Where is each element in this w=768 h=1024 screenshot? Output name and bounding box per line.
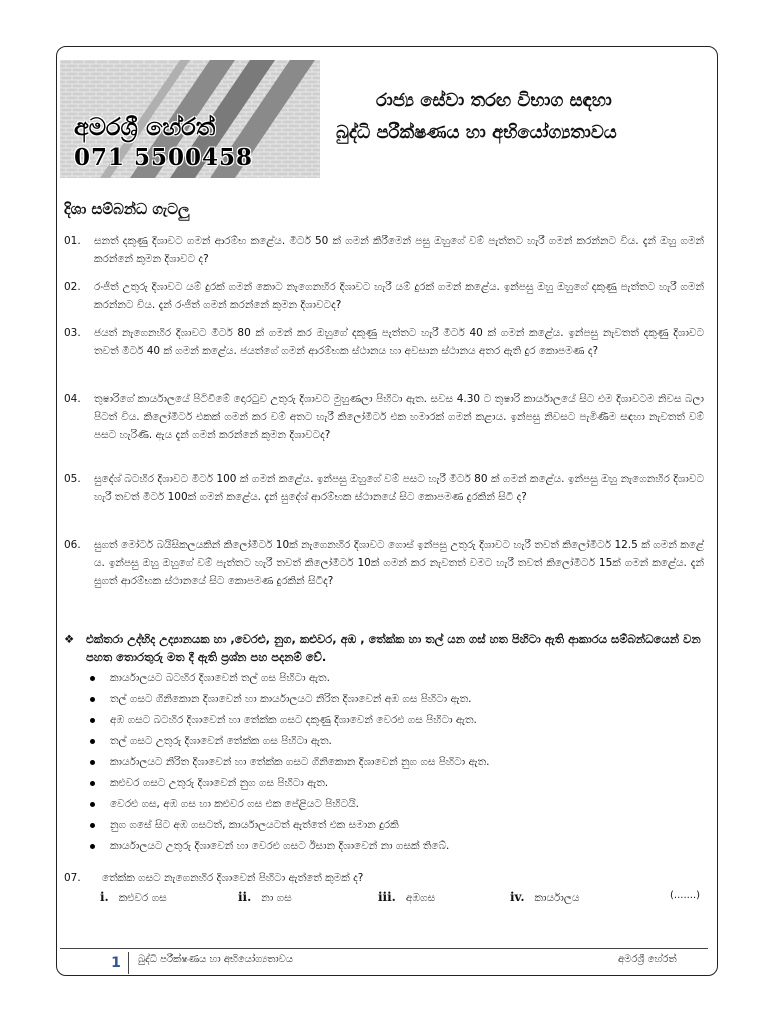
question-item: [64, 278, 704, 314]
footer-title: බුද්ධි පරීක්ෂණය හා අභියෝග්‍යතාවය: [138, 954, 294, 965]
list-item: තල් ගසට ගිනිකොන දිශාවෙන් හා කාර්යාලයට නිරිත දිශාවෙන් අඹ ගස පිහිටා ඇත.: [86, 689, 696, 710]
question-number: 04.: [64, 393, 81, 405]
question-text: තේක්ක ගසට නැගෙනහිර දිශාවෙන් පිහිටා ඇත්තේ කුමක් ද?: [102, 872, 364, 884]
section-title: දිශා සම්බන්ධ ගැටලු: [64, 200, 190, 218]
footer-author: අමරශ්‍රී හේරත්: [618, 954, 677, 965]
question-number: 01.: [64, 235, 81, 247]
list-item: අඹ ගසට බටහිර දිශාවෙන් හා තේක්ක ගසට දකුණු දිශාවෙන් වෙරළු ගස පිහිටා ඇත.: [86, 710, 696, 731]
question-text: සුගත් මෝටර් බයිසිකලයකින් කිලෝමීටර් 10ක් නැගෙනහිර දිශාවට ගොස් ඉන්පසු උතුරු දිශාවට හැරී තවත් කිලෝමීටර් 12.5 ක් ගමන් කළේ ය. ඉන්පසු ඔහු ඔහුගේ වම් පැත්තට හැරී තවත් කිලෝමීටර් 10ක් ගමන් කර නැවතත් වමට හැරී තවත් කිලෝමීටර් 15ක් ගමන් කළේය. දැන් සුගත් ආරම්භක ස්ථානයේ සිට කොපමණ දුරකින් සිටීද?: [94, 539, 704, 587]
list-item: වෙරළු ගස, අඹ ගස හා කළුවර ගස එක පේළියට පිහිටයි.: [86, 794, 696, 815]
option-label: නා ගස: [261, 892, 292, 904]
option-label: කළුවර ගස: [118, 892, 167, 904]
list-item: කාර්යාලයට නිරිත දිශාවෙන් හා තේක්ක ගසට ගිනිකොන දිශාවෙන් නුග ගස පිහිටා ඇත.: [86, 752, 696, 773]
question-item: [64, 232, 704, 268]
option-numeral: iii.: [378, 890, 396, 904]
header-title-line1: රාජ්‍ය සේවා තරඟ විභාග සඳහා: [376, 90, 612, 111]
question-item: [64, 390, 704, 444]
footer-divider: [60, 948, 708, 949]
info-intro: [64, 630, 704, 666]
list-item: කළුවර ගසට උතුරු දිශාවෙන් නුග ගස පිහිටා ඇත.: [86, 773, 696, 794]
answer-option: [238, 890, 292, 905]
question-text: රංජිත් උතුරු දිශාවට යම් දුරක් ගමන් කොට නැගෙනහිර දිශාවට හැරී යම් දුරක් ගමන් කළේය. ඉන්පසු ඔහු ඔහුගේ දකුණු පැත්තට හැරී ගමන් කරන්නට විය. දැන් රංජිත් ගමන් කරන්නේ කුමන දිශාවටද?: [94, 281, 704, 311]
list-item: නුග ගසේ සිට අඹ ගසටත්, කාර්යාලයටත් ඇත්තේ එක සමාන දුරකි: [86, 815, 696, 836]
option-numeral: i.: [100, 890, 109, 904]
question-text: සනත් දකුණු දිශාවට ගමන් ආරම්භ කළේය. මීටර් 50 ක් ගමන් කිරීමෙන් පසු ඔහුගේ වම් පැත්තට හැරී ගමන් කරන්නට විය. දැන් ඔහු ගමන් කරන්නේ කුමන දිශාවට ද?: [94, 235, 704, 265]
option-numeral: ii.: [238, 890, 252, 904]
question-number: 07.: [64, 872, 81, 884]
page-number: 1: [104, 952, 129, 974]
info-bullet-list: [86, 668, 696, 857]
header-title-line2: බුද්ධි පරීක්ෂණය හා අභියෝග්‍යතාවය: [336, 122, 617, 143]
question-item: [64, 324, 704, 360]
question-item: [64, 470, 704, 506]
answer-option: [510, 890, 579, 905]
option-numeral: iv.: [510, 890, 525, 904]
question-text: ජයත් නැගෙනහිර දිශාවට මීටර් 80 ක් ගමන් කර ඔහුගේ දකුණු පැත්තට හැරී මීටර් 40 ක් ගමන් කළේය. ඉන්පසු නැවතත් දකුණු දිශාවට තවත් මීටර් 40 ක් ගමන් කළේය. ජයත්ගේ ගමන් ආරම්භක ස්ථානය හා අවසාන ස්ථානය අතර ඇති දුර කොපමණ ද?: [94, 327, 704, 357]
question-item: [64, 536, 704, 590]
diamond-bullet-icon: ❖: [64, 632, 75, 646]
list-item: කාර්යාලයට උතුරු දිශාවෙන් හා වෙරළු ගසට ඊසාන දිශාවෙන් නා ගසක් තිබේ.: [86, 836, 696, 857]
list-item: තල් ගසට උතුරු දිශාවෙන් තේක්ක ගස පිහිටා ඇත.: [86, 731, 696, 752]
answer-blank: (.......): [670, 890, 701, 901]
header: [60, 60, 714, 178]
info-intro-text: එක්තරා උද්භිද උද්‍යානයක හා ,වෙරළු, නුග, කළුවර, අඹ , තේක්ක හා තල් යන ගස් හත පිහිටා ඇති ආකාරය සම්බන්ධයෙන් වන පහත තොරතුරු මත දී ඇති ප්‍රශ්න පහ පදනම් වේ.: [86, 632, 701, 664]
question-number: 02.: [64, 281, 81, 293]
list-item: කාර්යාලයට බටහිර දිශාවෙන් තල් ගස පිහිටා ඇත.: [86, 668, 696, 689]
author-name: අමරශ්‍රී හේරත්: [74, 113, 216, 141]
phone-number: 071 5500458: [74, 144, 254, 171]
question-number: 06.: [64, 539, 81, 551]
option-label: කාර්යාලය: [534, 892, 580, 904]
question-text: තුෂාරිගේ කාර්යාලයේ පිටිවීමේ දොරටුව උතුරු දිශාවට මුහුණලා පිහිටා ඇත. සවස 4.30 ට තුෂාරි කාර්යාලයේ සිට එම දිශාවටම නිවස බලා පිටත් විය. කිලෝමීටර් එකක් ගමන් කර වම් අතට හැරී කිලෝමීටර් එක හමාරක් ගමන් කළාය. ඉන්පසු නිවසට පැමිණීම සඳහා නැවතත් වම් පසට හැරිණි. ඇය දැන් ගමන් කරන්නේ කුමන දිශාවටද?: [94, 393, 705, 441]
answer-option: [378, 890, 435, 905]
answer-option: [100, 890, 167, 905]
question-number: 03.: [64, 327, 81, 339]
question-text: සුදේශ් බටහිර දිශාවට මීටර් 100 ක් ගමන් කළේය. ඉන්පසු ඔහුගේ වම් පසට හැරී මීටර් 80 ක් ගමන් කළේය. ඉන්පසු ඔහු නැගෙනහිර දිශාවට හැරී තවත් මීටර් 100ක් ගමන් කළේය. දැන් සුදේශ් ආරම්භක ස්ථානයේ සිට කොපමණ දුරකින් සිටී ද?: [94, 473, 704, 503]
header-title-band: [315, 60, 713, 178]
question-number: 05.: [64, 473, 81, 485]
option-label: අඹගස: [405, 892, 436, 904]
